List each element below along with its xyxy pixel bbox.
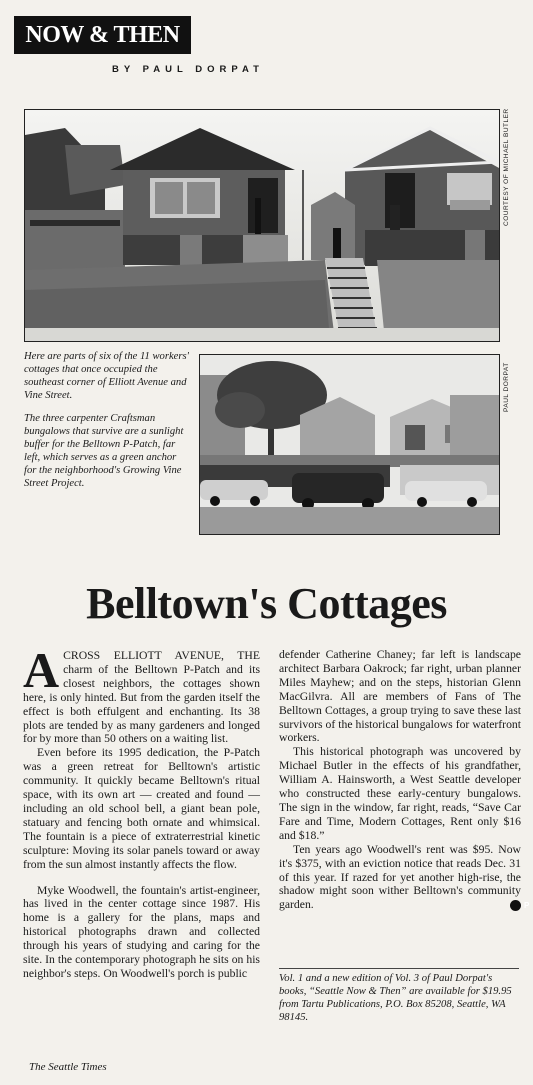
masthead-label: NOW & THEN (25, 21, 180, 48)
bleed-through-decoration (260, 30, 266, 56)
end-of-story-mark-icon: P (510, 900, 521, 911)
article-column-right (279, 648, 530, 912)
article-paragraph: This historical photograph was uncovered by Michael Butler in the effects of his grandfather, William A. Hainsworth, a West Seattle developer who constructed these early-century bungalows. The sign in the window, far right, reads, “Save Car Fare and Time, Modern Cottages, Rent only $16 and $18.” (279, 745, 521, 842)
article-paragraph: Even before its 1995 dedication, the P-Patch was a green retreat for Belltown's artistic community. It quickly became Belltown's ritual space, with its own art — created and found — including an old school bell, a giant bean pole, statuary and fencing both ornate and whimsical. The fountain is a piece of extraterrestrial kinetic sculpture: Moving its solar panels toward or away from the sun almost instantly affects the flow. (23, 746, 260, 871)
article-headline: Belltown's Cottages (86, 579, 447, 628)
section-masthead (14, 16, 191, 54)
contemporary-cottages-photo (199, 354, 500, 535)
promo-divider (279, 968, 519, 969)
article-paragraph: Ten years ago Woodwell's rent was $95. Now it's $375, with an eviction notice that reads Dec. 31 of this year. If razed for yet another high-rise, the shadow might soon wither Belltown's community garden. P (279, 842, 530, 912)
photo-credit-contemporary: PAUL DORPAT (503, 362, 510, 412)
article-paragraph: ACROSS ELLIOTT AVENUE, THE charm of the Belltown P-Patch and its closest neighbors, the cottages shown here, is only hinted. But from the garden itself the effect is both effulgent and enchanting. Its 38 plots are tended by as many gardeners and longed for by more than 50 others on a waiting list. (23, 642, 260, 746)
historical-cottages-photo (24, 109, 500, 342)
caption-paragraph-2: The three carpenter Craftsman bungalows that survive are a sunlight buffer for the Belltown P-Patch, far left, which serves as a green anchor for the neighborhood's Growing Vine Street Project. (24, 413, 184, 489)
publication-footer: The Seattle Times (29, 1061, 107, 1073)
drop-cap: A (23, 642, 60, 698)
photo-caption (24, 350, 189, 500)
book-promo-note: Vol. 1 and a new edition of Vol. 3 of Paul Dorpat's books, “Seattle Now & Then” are available for $19.95 from Tartu Publications, P.O. Box 85208, Seattle, WA 98145. (279, 973, 512, 1023)
byline: BY PAUL DORPAT (112, 64, 264, 75)
article-paragraph: defender Catherine Chaney; far left is landscape architect Barbara Oakrock; far right, urban planner Miles Mayhew; and on the steps, historian Glenn MacGilvra. All are members of Fans of The Belltown Cottages, a group trying to save these last survivors of the historical bungalows for waterfront workers. (279, 648, 521, 745)
caption-paragraph-1: Here are parts of six of the 11 workers' cottages that once occupied the southeast corner of Elliott Avenue and Vine Street. (24, 351, 189, 401)
article-paragraph: Myke Woodwell, the fountain's artist-engineer, has lived in the center cottage since 1987. His home is a gallery for the plans, maps and historical photographs drawn and collected through his years of studying and caring for the site. In the contemporary photograph he sits on his neighbor's steps. On Woodwell's porch is public (23, 883, 260, 980)
photo-credit-historical: COURTESY OF MICHAEL BUTLER (503, 108, 510, 226)
article-column-left (23, 642, 260, 981)
